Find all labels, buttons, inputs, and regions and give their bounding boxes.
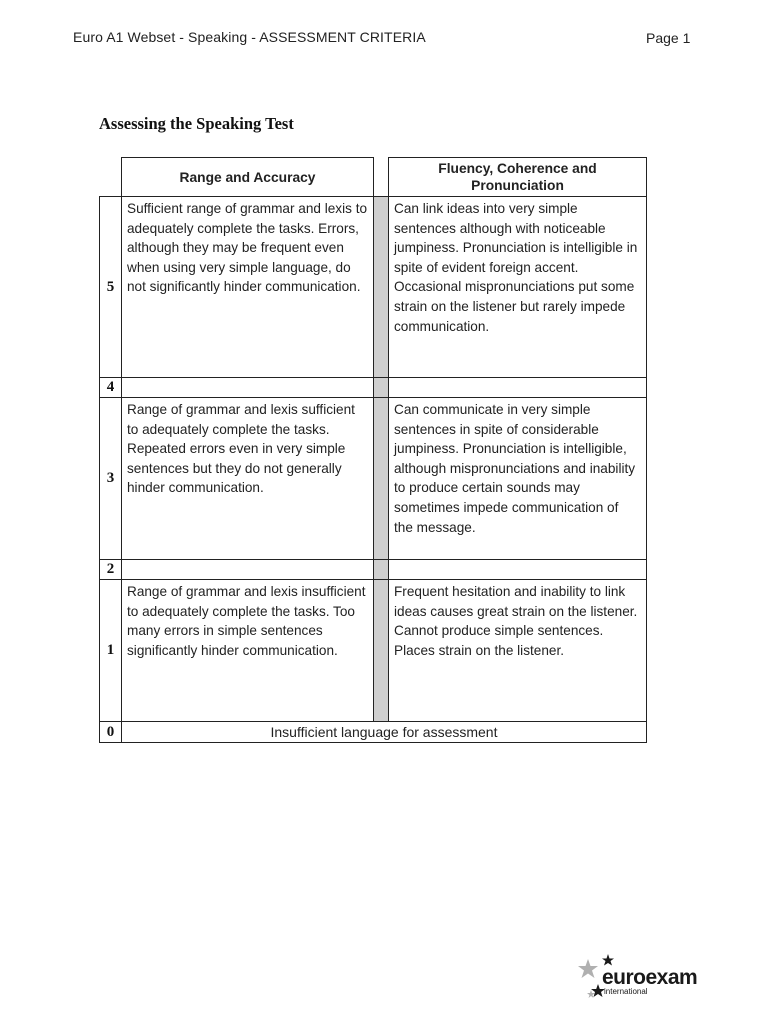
range-cell-3 xyxy=(121,397,374,560)
score-cell-3 xyxy=(99,397,122,560)
logo-brand-text: euroexam xyxy=(602,966,698,989)
range-cell-4 xyxy=(121,377,374,398)
page-title: Assessing the Speaking Test xyxy=(99,114,294,133)
range-cell-2 xyxy=(121,559,374,580)
divider-cell xyxy=(373,559,389,580)
divider-cell xyxy=(373,196,389,378)
range-text: Range of grammar and lexis insufficient to adequately complete the tasks. Too many errors in simple sentences significantly hinder communication. xyxy=(127,584,366,658)
score-label: 5 xyxy=(106,278,115,295)
fluency-cell-2 xyxy=(388,559,647,580)
fluency-cell-1 xyxy=(388,579,647,722)
logo-sub-text: international xyxy=(604,987,648,996)
score-cell-2 xyxy=(99,559,122,580)
range-text: Range of grammar and lexis sufficient to adequately complete the tasks. Repeated errors even in very simple sentences but they do not generally hinder communication. xyxy=(127,402,355,496)
score-cell-0 xyxy=(99,721,122,743)
range-cell-1 xyxy=(121,579,374,722)
range-text: Sufficient range of grammar and lexis to adequately complete the tasks. Errors, although they may be frequent even when using very simple language, do not significantly hinder communication. xyxy=(127,201,368,295)
score-label: 2 xyxy=(106,561,115,577)
score-label: 4 xyxy=(106,379,115,395)
fluency-text: Can communicate in very simple sentences in spite of considerable jumpiness. Pronunciation is intelligible, although mispronunciations and inability to produce certain sounds may sometimes impede communication of the message. xyxy=(394,402,636,535)
divider-cell xyxy=(373,579,389,722)
column-header-fluency-label: Fluency, Coherence and Pronunciation xyxy=(438,161,597,193)
page-header-left: Euro A1 Webset - Speaking - ASSESSMENT CRITERIA xyxy=(73,29,426,45)
column-header-range-accuracy xyxy=(121,157,374,197)
range-cell-5 xyxy=(121,196,374,378)
score-label: 0 xyxy=(106,723,115,740)
column-header-range-label: Range and Accuracy xyxy=(179,169,316,185)
score-cell-4 xyxy=(99,377,122,398)
divider-cell xyxy=(373,397,389,560)
merged-cell-0 xyxy=(121,721,647,743)
column-header-fluency xyxy=(388,157,647,197)
page-number: Page 1 xyxy=(646,30,691,46)
divider-cell xyxy=(373,377,389,398)
score-cell-1 xyxy=(99,579,122,722)
fluency-cell-3 xyxy=(388,397,647,560)
fluency-cell-4 xyxy=(388,377,647,398)
score-cell-5 xyxy=(99,196,122,378)
euroexam-logo xyxy=(576,954,696,1004)
score-label: 1 xyxy=(106,642,115,658)
score-label: 3 xyxy=(106,470,115,486)
fluency-text: Frequent hesitation and inability to link ideas causes great strain on the listener. Cannot produce simple sentences. Places strain on the listener. xyxy=(394,584,638,658)
fluency-cell-5 xyxy=(388,196,647,378)
fluency-text: Can link ideas into very simple sentences although with noticeable jumpiness. Pronunciation is intelligible in spite of evident foreign accent. Occasional mispronunciations put some strain on the listener but rarely impede communication. xyxy=(394,201,638,334)
insufficient-language-text: Insufficient language for assessment xyxy=(270,724,498,740)
